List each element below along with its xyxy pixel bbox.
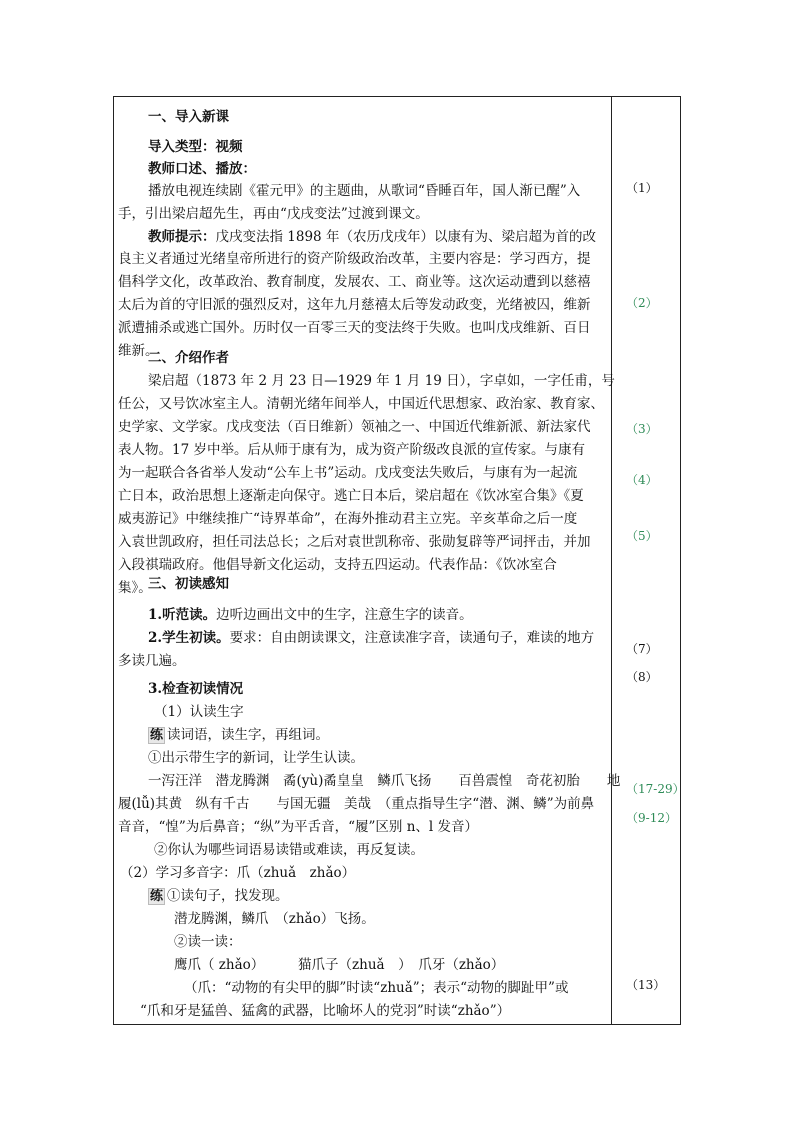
author-line: 威夷游记》中继续推广“诗界革命”，在海外推动君主立宪。辛亥革命之后一度	[118, 511, 578, 527]
note-label: （2）	[626, 296, 658, 310]
exercise-words	[148, 726, 329, 744]
note-label: （9-12）	[626, 811, 677, 825]
exercise-text: ①读句子，找发现。	[167, 888, 289, 904]
paragraph-line: 倡科学文化，改革政治、教育制度，发展农、工、商业等。这次运动遭到以慈禧	[118, 274, 591, 290]
step-cont: 多读几遍。	[118, 653, 186, 669]
teacher-tip	[148, 228, 596, 246]
paragraph-line: 太后为首的守旧派的强烈反对，这年九月慈禧太后等发动政变，光绪被囚，维新	[118, 297, 591, 313]
paragraph-line: 良主义者通过光绪皇帝所进行的资产阶级政治改革，主要内容是：学习西方，提	[118, 251, 591, 267]
author-line: 表人物。17 岁中举。后从师于康有为，成为资产阶级改良派的宣传家。与康有	[118, 442, 585, 458]
author-line: 梁启超（1873 年 2 月 23 日—1929 年 1 月 19 日），字卓如，一字任甫，号	[148, 373, 615, 389]
author-line: 亡日本，政治思想上逐渐走向保守。逃亡日本后，梁启超在《饮冰室合集》《夏	[118, 488, 584, 504]
word-pairs: 鹰爪（ zhǎo） 猫爪子（zhuǎ ） 爪牙（zhǎo）	[174, 957, 505, 973]
sub-heading-polyphone: （2）学习多音字：爪（zhuǎ zhǎo）	[120, 865, 356, 881]
paragraph-line: 手，引出梁启超先生，再由“戊戌变法”过渡到课文。	[118, 206, 429, 222]
note-label: （1）	[626, 181, 658, 195]
paragraph-line: 派遭捕杀或逃亡国外。历时仅一百零三天的变法终于失败。也叫戊戌维新、百日	[118, 320, 591, 336]
step-text: 要求：自由朗读课文，注意读准字音，读通句子，难读的地方	[229, 630, 595, 646]
note-label: （17-29）	[626, 782, 685, 796]
practice-badge: 练	[150, 728, 164, 743]
teacher-oral: 教师口述、播放：	[148, 161, 256, 177]
author-line: 集》。	[118, 580, 152, 596]
paragraph-line: 播放电视连续剧《霍元甲》的主题曲，从歌词“昏睡百年，国人渐已醒”入	[148, 183, 581, 199]
section-heading-intro: 一、导入新课	[148, 109, 229, 125]
step-listen	[148, 606, 473, 624]
example-sentence: 潜龙腾渊，鳞爪 （zhǎo）飞扬。	[174, 911, 375, 927]
exercise-sentence	[148, 887, 289, 905]
sub-heading-new-chars: （1）认读生字	[154, 704, 244, 720]
exercise-text: 读词语，读生字，再组词。	[167, 727, 330, 743]
exercise-show: ①出示带生字的新词，让学生认读。	[148, 750, 364, 766]
read-aloud-label: ②读一读：	[174, 934, 242, 950]
word-list-line: 履(lǚ)其黄 纵有千古 与国无疆 美哉 （重点指导生字“潜、渊、鳞”为前鼻	[118, 796, 595, 812]
explanation-line: “爪和牙是猛兽、猛禽的武器，比喻坏人的党羽”时读“zhǎo”）	[140, 1003, 511, 1019]
step-check: 3.检查初读情况	[148, 681, 244, 697]
author-line: 入段祺瑞政府。他倡导新文化运动，支持五四运动。代表作品：《饮冰室合	[118, 557, 557, 573]
tip-label: 教师提示：	[148, 229, 216, 245]
word-list-line: 一泻汪洋 潜龙腾渊 矞(yù)矞皇皇 鳞爪飞扬 百兽震惶 奇花初胎 地	[148, 773, 621, 789]
step-text: 边听边画出文中的生字，注意生字的读音。	[216, 607, 473, 623]
step-label: 2.学生初读。	[148, 630, 230, 646]
explanation-line: （爪：“动物的有尖甲的脚”时读“zhuǎ”；表示“动物的脚趾甲”或	[184, 980, 569, 996]
note-label: （4）	[626, 473, 658, 487]
author-line: 任公，又号饮冰室主人。清朝光绪年间举人，中国近代思想家、政治家、教育家、	[118, 396, 604, 412]
author-line: 为一起联合各省举人发动“公车上书”运动。戊戌变法失败后，与康有为一起流	[118, 465, 578, 481]
practice-badge: 练	[150, 889, 164, 904]
notes-column	[612, 96, 680, 1025]
note-label: （8）	[626, 670, 658, 684]
note-label: （5）	[626, 529, 658, 543]
intro-type: 导入类型：视频	[148, 139, 243, 155]
note-label: （13）	[626, 978, 666, 992]
step-label: 1.听范读。	[148, 607, 217, 623]
section-heading-reading: 三、初读感知	[148, 576, 229, 592]
section-heading-author: 二、介绍作者	[148, 350, 229, 366]
step-self-read	[148, 629, 594, 647]
note-label: （7）	[626, 642, 658, 656]
tip-text: 戊戌变法指 1898 年（农历戊戌年）以康有为、梁启超为首的改	[215, 229, 596, 245]
word-list-line: 音音，“惶”为后鼻音；“纵”为平舌音，“履”区别 n、l 发音）	[118, 819, 479, 835]
paragraph-line: 维新。	[118, 343, 159, 359]
author-line: 史学家、文学家。戊戌变法（百日维新）领袖之一、中国近代维新派、新法家代	[118, 419, 591, 435]
author-line: 入袁世凯政府，担任司法总长；之后对袁世凯称帝、张勋复辟等严词抨击，并加	[118, 534, 591, 550]
exercise-reread: ②你认为哪些词语易读错或难读，再反复读。	[154, 842, 424, 858]
note-label: （3）	[626, 422, 658, 436]
